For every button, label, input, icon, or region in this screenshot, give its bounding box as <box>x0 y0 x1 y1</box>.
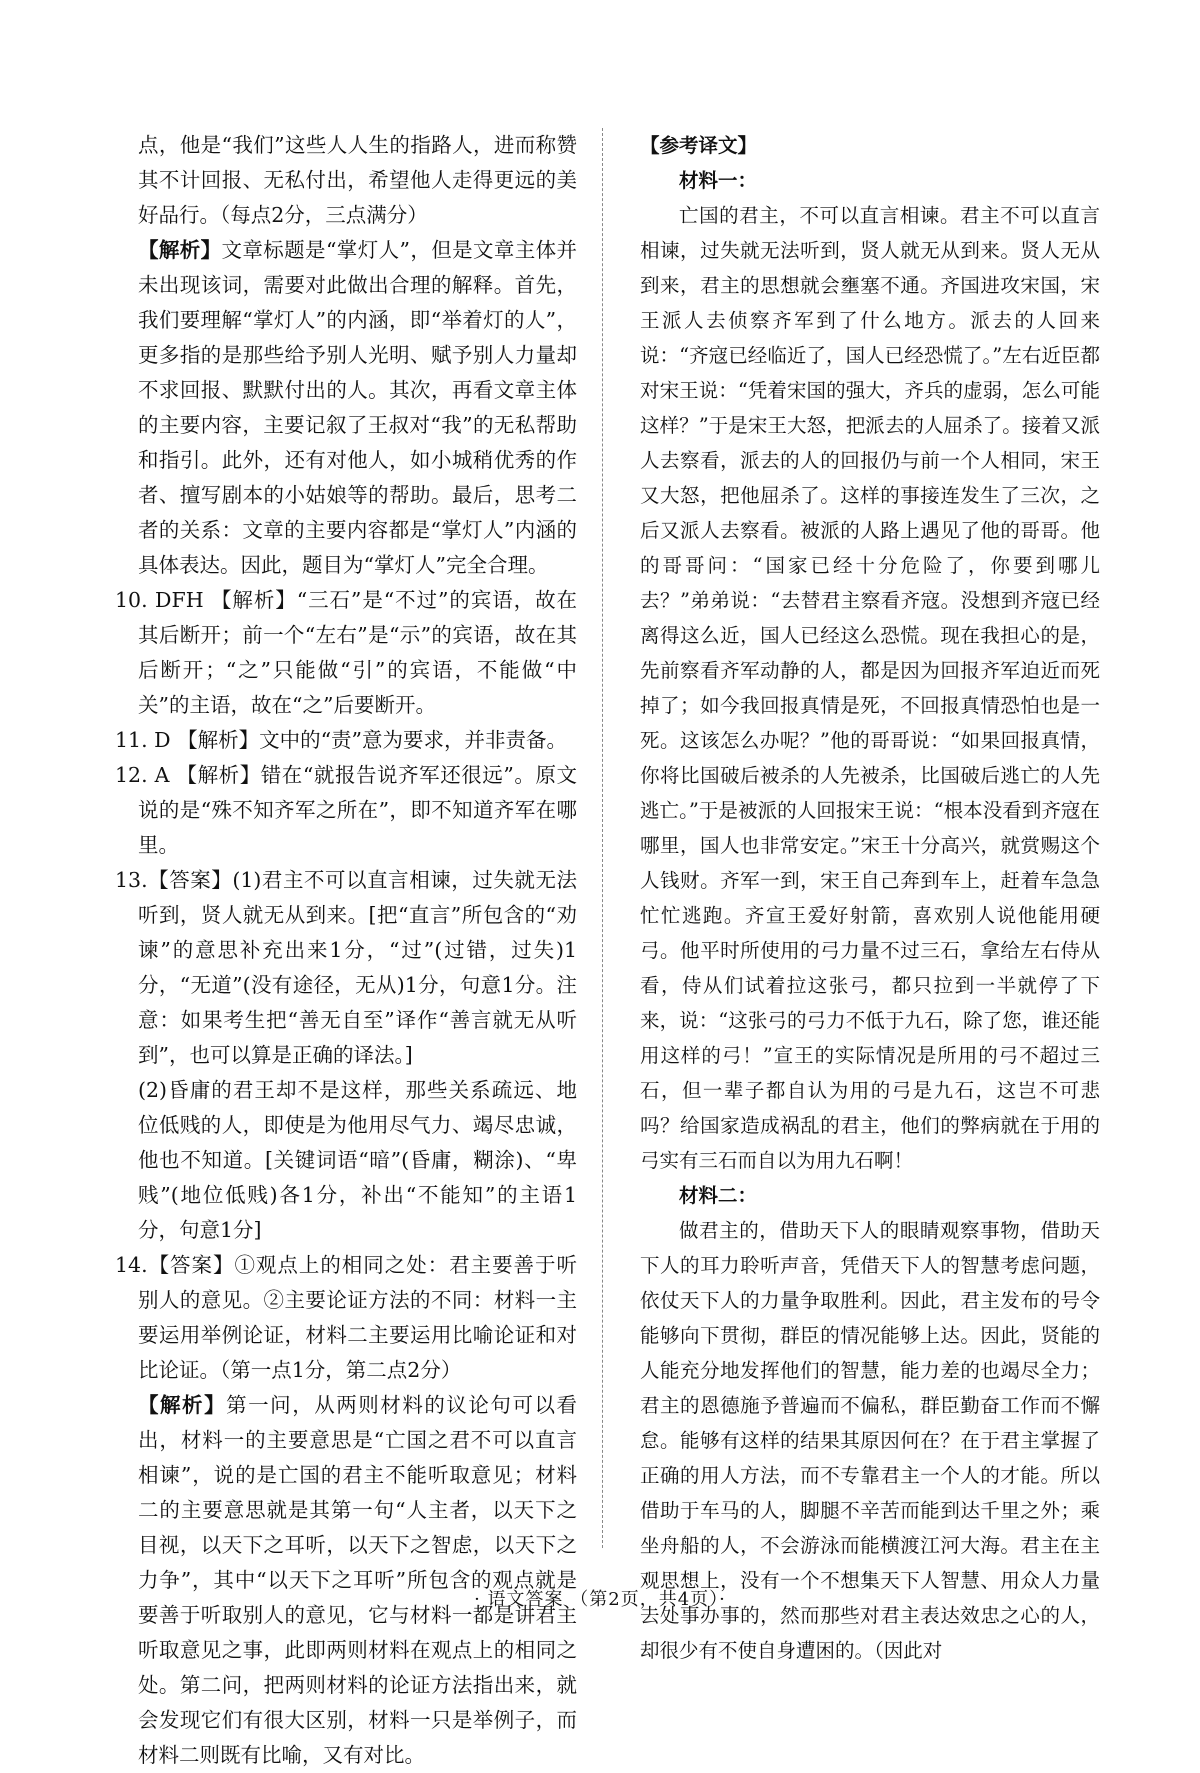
material-2-title: 材料二： <box>679 1184 758 1207</box>
q14-analysis <box>115 1388 577 1773</box>
q12-answer: 12. A 【解析】错在“就报告说齐军还很远”。原文说的是“殊不知齐军之所在”，即不知道齐军在哪里。 <box>115 763 577 857</box>
analysis-tag: 【解析】 <box>138 238 222 262</box>
q14-answer: 14.【答案】①观点上的相同之处：君主要善于听别人的意见。②主要论证方法的不同：材料一主要运用举例论证，材料二主要运用比喻论证和对比论证。（第一点1分，第二点2分） <box>115 1253 577 1382</box>
analysis-text: 文章标题是“掌灯人”，但是文章主体并未出现该词，需要对此做出合理的解释。首先，我们要理解“掌灯人”的内涵，即“举着灯的人”，更多指的是那些给予别人光明、赋予别人力量却不求回报、默默付出的人。其次，再看文章主体的主要内容，主要记叙了王叔对“我”的无私帮助和指引。此外，还有对他人，如小城稍优秀的作者、擅写剧本的小姑娘等的帮助。最后，思考二者的关系：文章的主要内容都是“掌灯人”内涵的具体表达。因此，题目为“掌灯人”完全合理。 <box>138 238 577 577</box>
left-column <box>115 128 577 1773</box>
material-1-title: 材料一： <box>679 169 758 192</box>
page-footer: · 语文答案 （第2页，共4页）· <box>474 1589 726 1610</box>
column-divider <box>602 128 603 1548</box>
answer-continuation: 点，他是“我们”这些人人生的指路人，进而称赞其不计回报、无私付出，希望他人走得更远的美好品行。（每点2分，三点满分） <box>138 133 577 227</box>
q13-answer-part2: (2)昏庸的君王却不是这样，那些关系疏远、地位低贱的人，即使是为他用尽气力、竭尽忠诚，他也不知道。[关键词语“暗”(昏庸，糊涂)、“卑贱”(地位低贱)各1分，补出“不能知”的主语1分，句意1分] <box>138 1078 577 1242</box>
q9-analysis <box>115 233 577 583</box>
right-column <box>640 128 1100 1668</box>
material-1-text: 亡国的君主，不可以直言相谏。君主不可以直言相谏，过失就无法听到，贤人就无从到来。贤人无从到来，君主的思想就会壅塞不通。齐国进攻宋国，宋王派人去侦察齐军到了什么地方。派去的人回来说：“齐寇已经临近了，国人已经恐慌了。”左右近臣都对宋王说：“凭着宋国的强大，齐兵的虚弱，怎么可能这样？”于是宋王大怒，把派去的人屈杀了。接着又派人去察看，派去的人的回报仍与前一个人相同，宋王又大怒，把他屈杀了。这样的事接连发生了三次，之后又派人去察看。被派的人路上遇见了他的哥哥。他的哥哥问：“国家已经十分危险了，你要到哪儿去？”弟弟说：“去替君主察看齐寇。没想到齐寇已经离得这么近，国人已经这么恐慌。现在我担心的是，先前察看齐军动静的人，都是因为回报齐军迫近而死掉了；如今我回报真情是死，不回报真情恐怕也是一死。这该怎么办呢？”他的哥哥说：“如果回报真情，你将比国破后被杀的人先被杀，比国破后逃亡的人先逃亡。”于是被派的人回报宋王说：“根本没看到齐寇在哪里，国人也非常安定。”宋王十分高兴，就赏赐这个人钱财。齐军一到，宋王自己奔到车上，赶着车急急忙忙逃跑。齐宣王爱好射箭，喜欢别人说他能用硬弓。他平时所使用的弓力量不过三石，拿给左右侍从看，侍从们试着拉这张弓，都只拉到一半就停了下来，说：“这张弓的弓力不低于九石，除了您，谁还能用这样的弓！”宣王的实际情况是所用的弓不超过三石，但一辈子都自认为用的弓是九石，这岂不可悲吗？给国家造成祸乱的君主，他们的弊病就在于用的弓实有三石而自以为用九石啊！ <box>640 204 1100 1172</box>
q10-answer: 10. DFH 【解析】“三石”是“不过”的宾语，故在其后断开；前一个“左右”是“示”的宾语，故在其后断开；“之”只能做“引”的宾语，不能做“中关”的主语，故在“之”后要断开。 <box>115 588 577 717</box>
material-2-text: 做君主的，借助天下人的眼睛观察事物，借助天下人的耳力聆听声音，凭借天下人的智慧考虑问题，依仗天下人的力量争取胜利。因此，君主发布的号令能够向下贯彻，群臣的情况能够上达。因此，贤能的人能充分地发挥他们的智慧，能力差的也竭尽全力；君主的恩德施予普遍而不偏私，群臣勤奋工作而不懈怠。能够有这样的结果其原因何在？在于君主掌握了正确的用人方法，而不专靠君主一个人的才能。所以借助于车马的人，脚腿不辛苦而能到达千里之外；乘坐舟船的人，不会游泳而能横渡江河大海。君主在主观思想上，没有一个不想集天下人智慧、用众人力量去处事办事的，然而那些对君主表达效忠之心的人，却很少有不使自身遭困的。（因此对 <box>640 1219 1100 1662</box>
analysis-text: 第一问，从两则材料的议论句可以看出，材料一的主要意思是“亡国之君不可以直言相谏”，说的是亡国的君主不能听取意见；材料二的主要意思就是其第一句“人主者，以天下之目视，以天下之耳听，以天下之智虑，以天下之力争”，其中“以天下之耳听”所包含的观点就是要善于听取别人的意见，它与材料一都是讲君主听取意见之事，此即两则材料在观点上的相同之处。第二问，把两则材料的论证方法指出来，就会发现它们有很大区别，材料一只是举例子，而材料二则既有比喻，又有对比。 <box>138 1393 578 1767</box>
analysis-tag: 【解析】 <box>138 1393 227 1417</box>
q13-answer-part1: 13.【答案】(1)君主不可以直言相谏，过失就无法听到，贤人就无从到来。[把“直言”所包含的“劝谏”的意思补充出来1分，“过”(过错，过失)1分，“无道”(没有途径，无从)1分，句意1分。注意：如果考生把“善无自至”译作“善言就无从听到”，也可以算是正确的译法。] <box>115 868 577 1067</box>
q11-answer: 11. D 【解析】文中的“责”意为要求，并非责备。 <box>115 728 568 752</box>
reference-translation-header: 【参考译文】 <box>640 134 758 157</box>
